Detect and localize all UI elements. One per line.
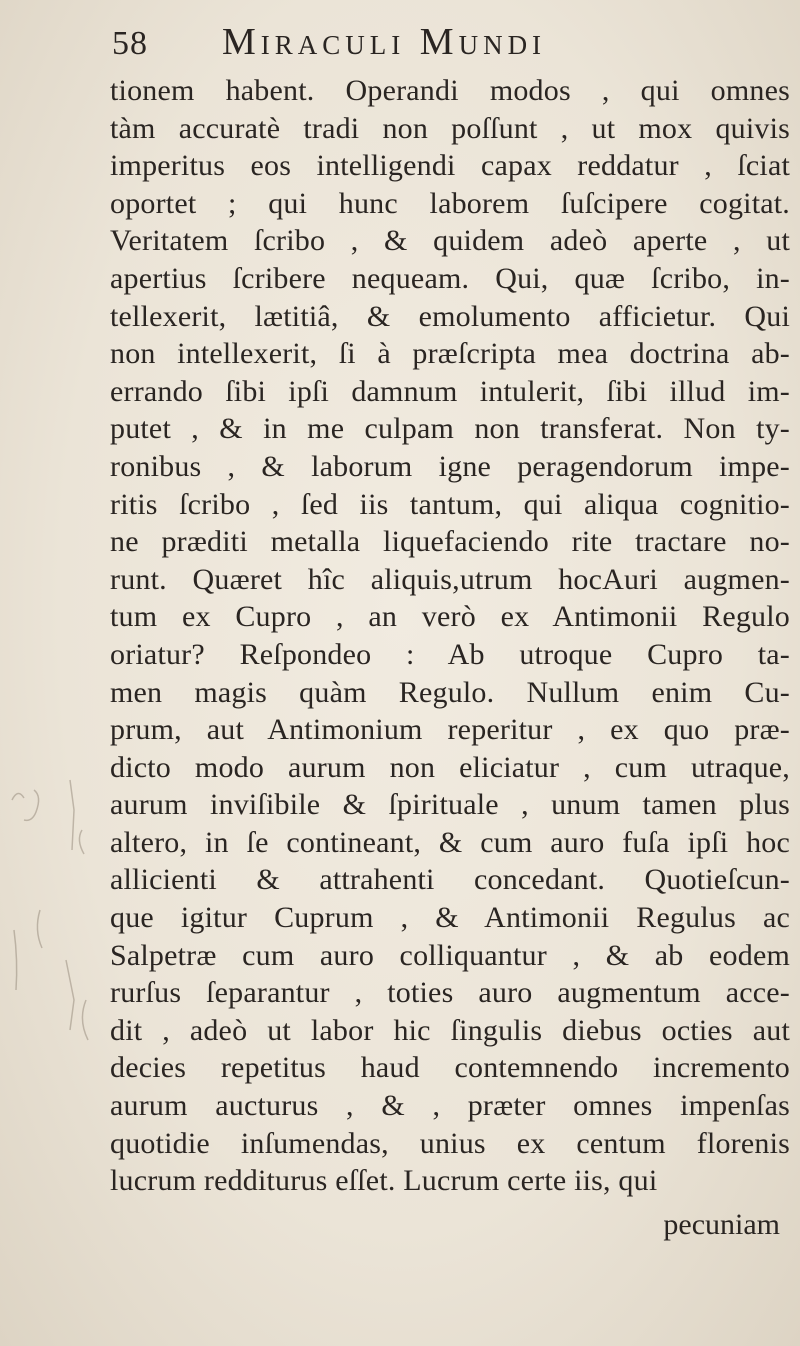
text-line: dit , adeò ut labor hic ſingulis diebus octies aut [110,1013,790,1047]
text-line: oriatur? Reſpondeo : Ab utroque Cupro ta- [110,637,790,671]
text-line: tàm accuratè tradi non poſſunt , ut mox quivis [110,111,790,145]
text-line: ne præditi metalla liquefaciendo rite tractare no- [110,525,790,559]
text-line: non intellexerit, ſi à præſcripta mea doctrina ab- [110,337,790,371]
text-line: aurum aucturus , & , præter omnes impenſas [110,1089,790,1123]
text-line: ronibus , & laborum igne peragendorum impe- [110,449,790,483]
text-line: lucrum redditurus eſſet. Lucrum certe iis, qui [110,1164,658,1198]
text-line: aurum inviſibile & ſpirituale , unum tamen plus [110,788,790,822]
text-line: dicto modo aurum non eliciatur , cum utraque, [110,750,790,784]
text-line: allicienti & attrahenti concedant. Quotieſcun- [110,863,790,897]
text-line: men magis quàm Regulo. Nullum enim Cu- [110,675,790,709]
catchword: pecuniam [663,1208,780,1241]
text-line: apertius ſcribere nequeam. Qui, quæ ſcribo, in- [110,261,790,295]
text-line: Salpetræ cum auro colliquantur , & ab eodem [110,938,790,972]
text-line: errando ſibi ipſi damnum intulerit, ſibi illud im- [110,374,790,408]
text-line: runt. Quæret hîc aliquis,utrum hocAuri augmen- [110,562,790,596]
running-title: Miraculi Mundi [222,21,547,63]
page-header [112,20,772,70]
text-line: quotidie inſumendas, unius ex centum florenis [110,1126,790,1160]
text-line: rurſus ſeparantur , toties auro augmentum acce- [110,976,790,1010]
text-line: imperitus eos intelligendi capax reddatur , ſciat [110,149,790,183]
margin-ink-marks [0,760,110,1080]
text-line: tum ex Cupro , an verò ex Antimonii Regulo [110,600,790,634]
text-line: putet , & in me culpam non transferat. Non ty- [110,412,790,446]
text-line: altero, in ſe contineant, & cum auro fuſa ipſi hoc [110,825,790,859]
text-line: que igitur Cuprum , & Antimonii Regulus ac [110,901,790,935]
text-line: oportet ; qui hunc laborem ſuſcipere cogitat. [110,186,790,220]
text-line: prum, aut Antimonium reperitur , ex quo præ- [110,713,790,747]
text-line: tionem habent. Operandi modos , qui omnes [110,74,790,107]
text-line: Veritatem ſcribo , & quidem adeò aperte , ut [110,224,790,258]
text-line: decies repetitus haud contemnendo incremento [110,1051,790,1085]
text-line: tellexerit, lætitiâ, & emolumento afficietur. Qui [110,299,790,333]
body-text [110,72,790,1200]
page-number: 58 [112,25,148,62]
text-line: ritis ſcribo , ſed iis tantum, qui aliqua cognitio- [110,487,790,521]
